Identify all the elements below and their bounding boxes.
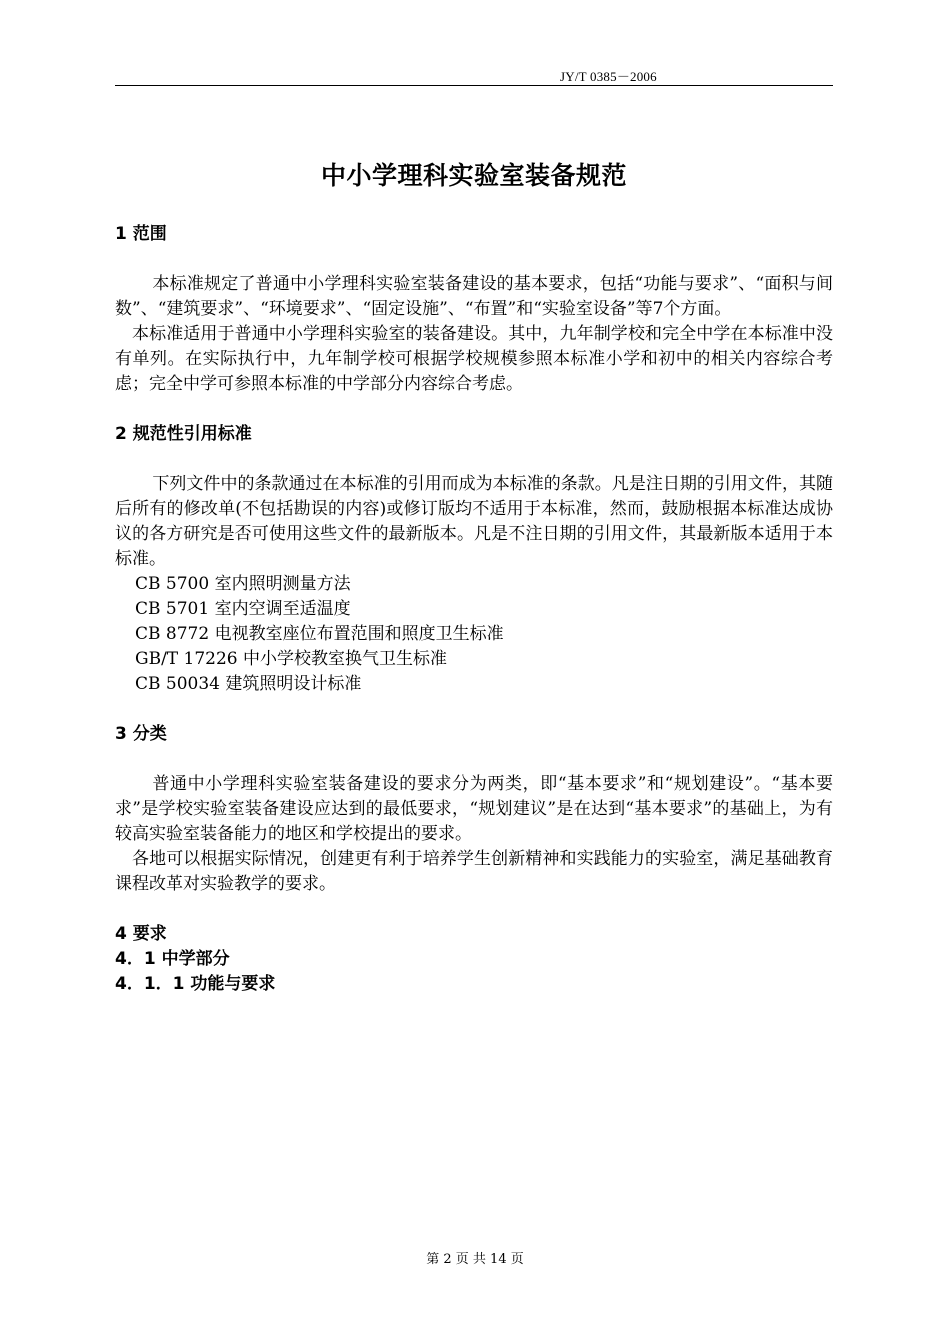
section-2-heading: 2 规范性引用标准 xyxy=(115,424,252,444)
reference-item: GB/T 17226 中小学校教室换气卫生标准 xyxy=(135,649,448,669)
subsection-4-1-1-heading: 4．1．1 功能与要求 xyxy=(115,974,276,994)
reference-item: CB 50034 建筑照明设计标准 xyxy=(135,674,362,694)
section-3-paragraph-2: 各地可以根据实际情况，创建更有利于培养学生创新精神和实践能力的实验室，满足基础教育课程改革对实验教学的要求。 xyxy=(115,849,833,894)
page-number: 第 2 页 共 14 页 xyxy=(426,1252,524,1267)
header-divider xyxy=(115,85,833,86)
section-1-paragraph-2: 本标准适用于普通中小学理科实验室的装备建设。其中，九年制学校和完全中学在本标准中没有单列。在实际执行中，九年制学校可根据学校规模参照本标准小学和初中的相关内容综合考虑；完全中学可参照本标准的中学部分内容综合考虑。 xyxy=(115,324,833,394)
section-1-paragraph-1: 本标准规定了普通中小学理科实验室装备建设的基本要求，包括“功能与要求”、“面积与间数”、“建筑要求”、“环境要求”、“固定设施”、“布置”和“实验室设备”等7个方面。 xyxy=(115,274,833,319)
document-body xyxy=(115,222,833,997)
subsection-4-1-heading: 4．1 中学部分 xyxy=(115,949,230,969)
reference-item: CB 5700 室内照明测量方法 xyxy=(135,574,351,594)
reference-item: CB 5701 室内空调至适温度 xyxy=(135,599,351,619)
document-title: 中小学理科实验室装备规范 xyxy=(320,161,627,190)
section-3-heading: 3 分类 xyxy=(115,724,167,744)
section-3-paragraph-1: 普通中小学理科实验室装备建设的要求分为两类，即“基本要求”和“规划建设”。“基本要求”是学校实验室装备建设应达到的最低要求，“规划建议”是在达到“基本要求”的基础上，为有较高实验室装备能力的地区和学校提出的要求。 xyxy=(115,774,833,844)
section-2-paragraph-1: 下列文件中的条款通过在本标准的引用而成为本标准的条款。凡是注日期的引用文件，其随后所有的修改单(不包括勘误的内容)或修订版均不适用于本标准，然而，鼓励根据本标准达成协议的各方研究是否可使用这些文件的最新版本。凡是不注日期的引用文件，其最新版本适用于本标准。 xyxy=(115,474,833,569)
section-4-heading: 4 要求 xyxy=(115,924,167,944)
reference-item: CB 8772 电视教室座位布置范围和照度卫生标准 xyxy=(135,624,504,644)
document-code: JY/T 0385－2006 xyxy=(560,69,657,84)
section-1-heading: 1 范围 xyxy=(115,224,167,244)
